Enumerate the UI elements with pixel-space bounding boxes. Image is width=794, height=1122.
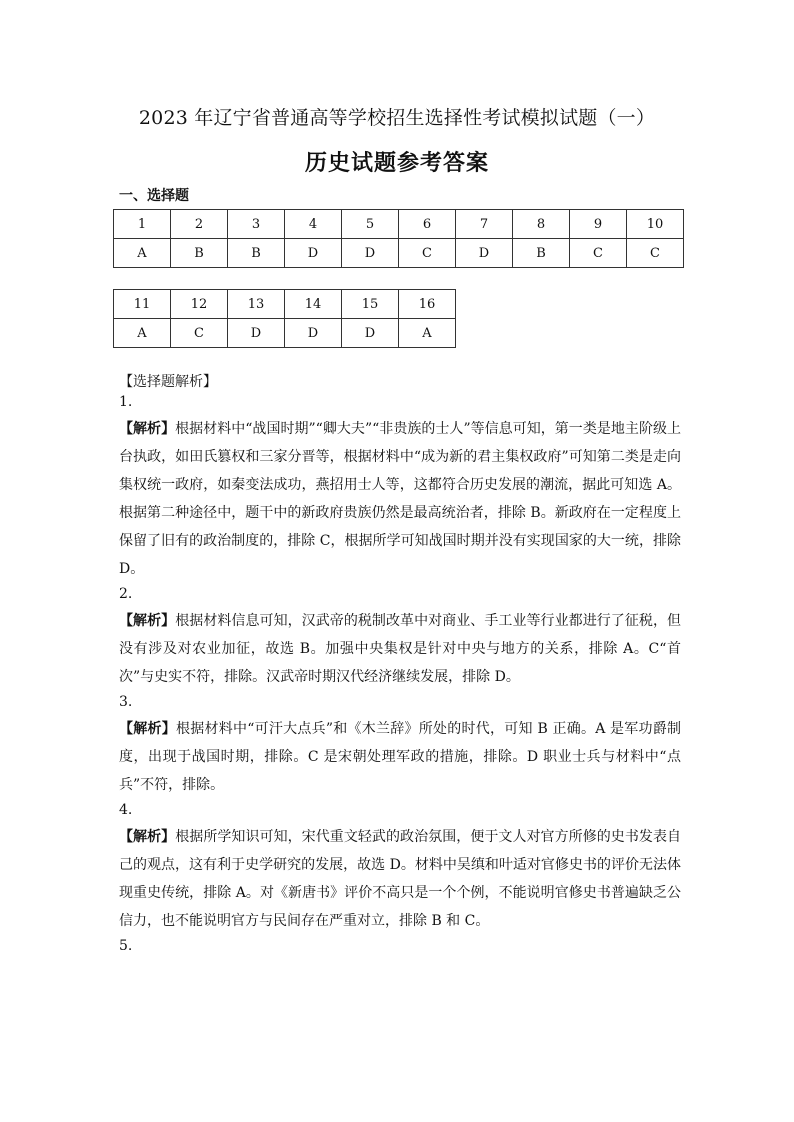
table-cell-number: 7 [456, 210, 513, 239]
analysis-label: 【解析】 [119, 613, 176, 629]
table-row-numbers [114, 210, 684, 239]
analysis-text: 根据材料中“可汗大点兵”和《木兰辞》所处的时代，可知 B 正确。A 是军功爵制度，出现于战国时期，排除。C 是宋朝处理军政的措施，排除。D 职业士兵与材料中“点兵”不符，排除。 [119, 721, 682, 793]
analysis-label: 【解析】 [119, 829, 176, 845]
table-cell-number: 6 [399, 210, 456, 239]
table-cell-answer: B [171, 239, 228, 268]
answer-table-2 [113, 289, 456, 348]
table-row-numbers [114, 290, 456, 319]
analysis-paragraph [119, 607, 681, 691]
analysis-paragraph [119, 715, 681, 799]
analysis-text: 根据所学知识可知，宋代重文轻武的政治氛围，便于文人对官方所修的史书发表自己的观点，这有利于史学研究的发展，故选 D。材料中吴缜和叶适对官修史书的评价无法体现重史传统，排除 A。对《新唐书》评价不高只是一个个例，不能说明官修史书普遍缺乏公信力，也不能说明官方与民间存在严重对立，排除 B 和 C。 [119, 829, 682, 929]
table-cell-number: 1 [114, 210, 171, 239]
table-cell-answer: C [171, 319, 228, 348]
analysis-heading: 【选择题解析】 [119, 374, 217, 390]
analysis-paragraph [119, 415, 681, 583]
table-cell-number: 3 [228, 210, 285, 239]
table-cell-number: 11 [114, 290, 171, 319]
table-cell-number: 16 [399, 290, 456, 319]
table-row-answers [114, 319, 456, 348]
table-cell-number: 5 [342, 210, 399, 239]
table-cell-number: 10 [627, 210, 684, 239]
table-cell-answer: D [342, 319, 399, 348]
question-number: 2. [119, 586, 133, 602]
table-cell-number: 12 [171, 290, 228, 319]
table-cell-number: 15 [342, 290, 399, 319]
analysis-text: 根据材料信息可知，汉武帝的税制改革中对商业、手工业等行业都进行了征税，但没有涉及对农业加征，故选 B。加强中央集权是针对中央与地方的关系，排除 A。C“首次”与史实不符，排除。汉武帝时期汉代经济继续发展，排除 D。 [119, 613, 682, 685]
table-row-answers [114, 239, 684, 268]
table-cell-answer: C [627, 239, 684, 268]
table-cell-answer: D [342, 239, 399, 268]
table-cell-number: 9 [570, 210, 627, 239]
question-number: 5. [119, 938, 133, 954]
table-cell-answer: D [285, 239, 342, 268]
answer-table-1 [113, 209, 684, 268]
table-cell-answer: A [399, 319, 456, 348]
analysis-paragraph [119, 823, 681, 935]
question-number: 1. [119, 394, 133, 410]
analysis-text: 根据材料中“战国时期”“卿大夫”“非贵族的士人”等信息可知，第一类是地主阶级上台执政，如田氏篡权和三家分晋等，根据材料中“成为新的君主集权政府”可知第二类是走向集权统一政府，如秦变法成功，燕招用士人等，这都符合历史发展的潮流，据此可知选 A。根据第二种途径中，题干中的新政府贵族仍然是最高统治者，排除 B。新政府在一定程度上保留了旧有的政治制度的，排除 C，根据所学可知战国时期并没有实现国家的大一统，排除 D。 [119, 421, 681, 577]
table-cell-number: 14 [285, 290, 342, 319]
analysis-label: 【解析】 [119, 721, 176, 737]
table-cell-answer: A [114, 239, 171, 268]
table-cell-number: 2 [171, 210, 228, 239]
section-heading-choice: 一、选择题 [119, 188, 189, 204]
table-cell-number: 8 [513, 210, 570, 239]
table-cell-answer: B [228, 239, 285, 268]
analysis-list [119, 392, 681, 959]
question-number: 4. [119, 802, 133, 818]
table-cell-answer: D [285, 319, 342, 348]
table-cell-answer: D [228, 319, 285, 348]
table-cell-answer: A [114, 319, 171, 348]
table-cell-number: 4 [285, 210, 342, 239]
table-cell-answer: D [456, 239, 513, 268]
table-cell-answer: C [570, 239, 627, 268]
analysis-label: 【解析】 [119, 421, 176, 437]
document-title: 2023 年辽宁省普通高等学校招生选择性考试模拟试题（一） [138, 107, 656, 129]
table-cell-answer: B [513, 239, 570, 268]
table-cell-answer: C [399, 239, 456, 268]
table-cell-number: 13 [228, 290, 285, 319]
question-number: 3. [119, 694, 133, 710]
document-subtitle: 历史试题参考答案 [304, 150, 489, 176]
